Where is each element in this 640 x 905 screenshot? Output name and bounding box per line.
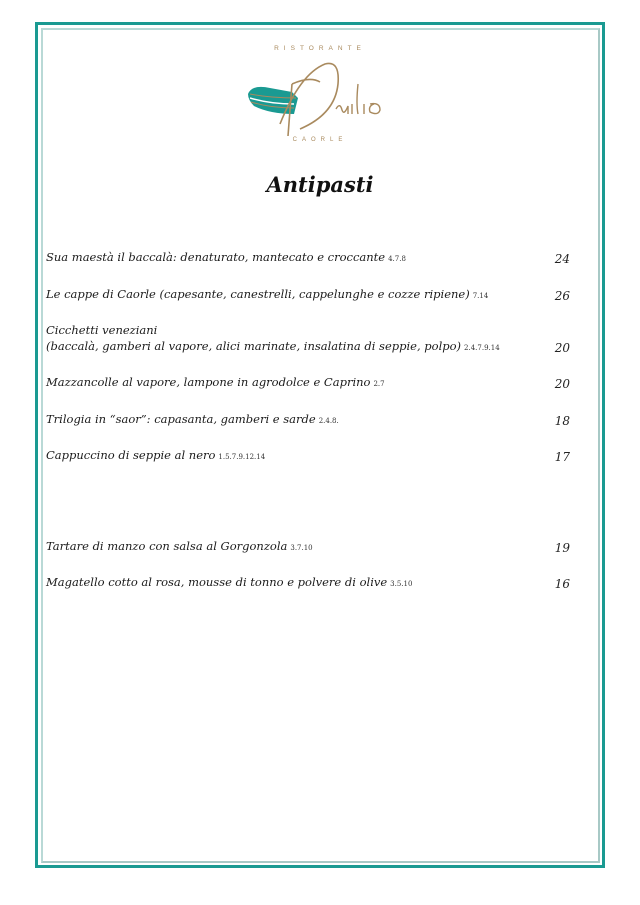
item-name: Trilogia in “saor”: capasanta, gamberi e sarde <box>46 412 316 426</box>
item-allergens: 4.7.8 <box>388 255 406 263</box>
menu-item <box>46 411 570 429</box>
item-name: Tartare di manzo con salsa al Gorgonzola <box>46 539 288 553</box>
item-subtitle: (baccalà, gamberi al vapore, alici marinate, insalatina di seppie, polpo) <box>46 339 462 353</box>
item-price: 17 <box>554 450 570 464</box>
menu-item <box>46 374 570 392</box>
logo-top-text: RISTORANTE <box>274 45 366 52</box>
item-name: Cicchetti veneziani <box>46 323 158 337</box>
item-allergens: 2.4.8. <box>318 417 339 425</box>
section-title: Antipasti <box>266 172 374 197</box>
logo-bottom-text: CAORLE <box>292 137 348 143</box>
item-price: 26 <box>554 289 570 303</box>
item-price: 18 <box>554 414 570 428</box>
item-allergens: 7.14 <box>472 292 489 300</box>
item-name: Sua maestà il baccalà: denaturato, mantecato e croccante <box>46 250 386 264</box>
item-price: 16 <box>554 577 570 591</box>
restaurant-logo <box>240 40 400 150</box>
item-allergens: 3.5.10 <box>390 580 413 588</box>
item-name: Le cappe di Caorle (capesante, canestrelli, cappelunghe e cozze ripiene) <box>46 287 470 301</box>
menu-item <box>46 322 570 356</box>
menu-item <box>46 574 570 592</box>
boat-logo-icon <box>240 54 400 139</box>
page-border-inner <box>41 28 600 863</box>
item-price: 24 <box>554 252 570 266</box>
menu-item <box>46 249 570 267</box>
item-allergens: 3.7.10 <box>290 544 313 552</box>
menu-item <box>46 286 570 304</box>
item-name: Magatello cotto al rosa, mousse di tonno e polvere di olive <box>46 575 388 589</box>
item-name: Cappuccino di seppie al nero <box>46 448 216 462</box>
menu-item <box>46 538 570 556</box>
item-price: 20 <box>554 377 570 391</box>
item-price: 19 <box>554 541 570 555</box>
item-price: 20 <box>554 341 570 355</box>
item-allergens: 2.4.7.9.14 <box>464 344 500 352</box>
item-name: Mazzancolle al vapore, lampone in agrodolce e Caprino <box>46 375 371 389</box>
item-allergens: 2.7 <box>373 380 385 388</box>
item-allergens: 1.5.7.9.12.14 <box>218 453 266 461</box>
menu-item <box>46 447 570 465</box>
